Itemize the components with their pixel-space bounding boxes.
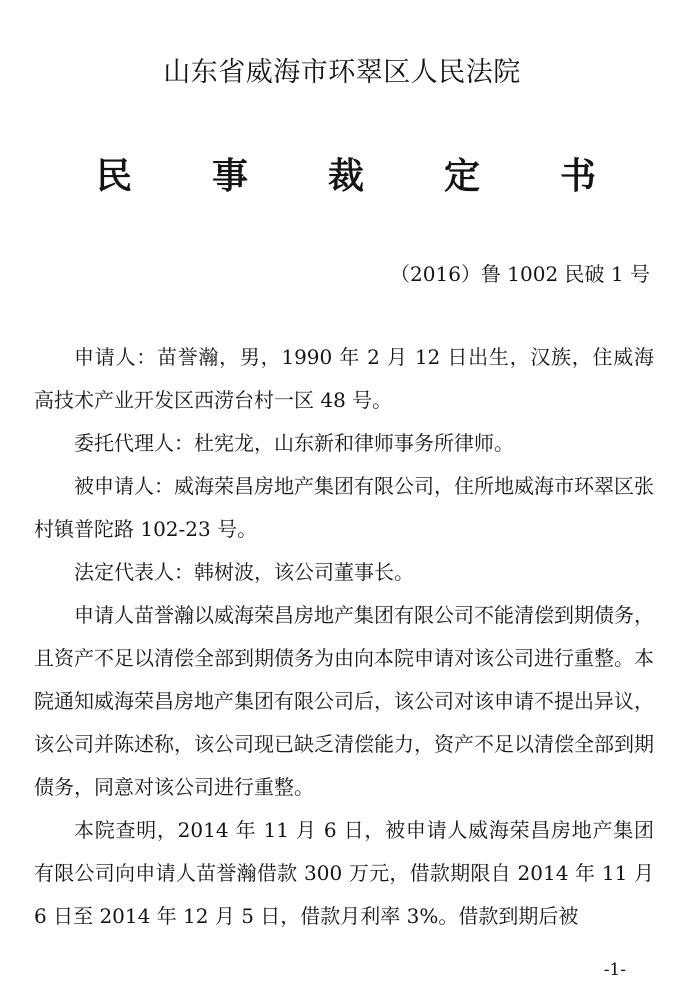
case-number: （2016）鲁 1002 民破 1 号 [390,262,650,286]
applicant-paragraph: 申请人：苗誉瀚，男，1990 年 2 月 12 日出生，汉族，住威海高技术产业开发区西涝台村一区 48 号。 [34,345,654,412]
agent-paragraph: 委托代理人：杜宪龙，山东新和律师事务所律师。 [74,431,514,455]
page-number: -1- [603,960,626,980]
document-title-char: 裁 [327,155,364,197]
court-name: 山东省威海市环翠区人民法院 [163,57,521,88]
document-body [34,336,654,938]
document-title [96,148,596,199]
document-title-char: 事 [211,155,248,197]
document-title-char: 书 [559,155,596,197]
document-title-char: 定 [443,155,480,197]
application-paragraph: 申请人苗誉瀚以威海荣昌房地产集团有限公司不能清偿到期债务，且资产不足以清偿全部到期债务为由向本院申请对该公司进行重整。本院通知威海荣昌房地产集团有限公司后，该公司对该申请不提出异议，该公司并陈述称，该公司现已缺乏清偿能力，资产不足以清偿全部到期债务，同意对该公司进行重整。 [34,603,654,799]
document-title-char: 民 [96,155,133,197]
legal-representative-paragraph: 法定代表人：韩树波，该公司董事长。 [74,560,414,584]
findings-paragraph: 本院查明，2014 年 11 月 6 日，被申请人威海荣昌房地产集团有限公司向申请人苗誉瀚借款 300 万元，借款期限自 2014 年 11 月 6 日至 2014 年 12 月 5 日，借款月利率 3%。借款到期后被 [34,818,654,928]
respondent-paragraph: 被申请人：威海荣昌房地产集团有限公司，住所地威海市环翠区张村镇普陀路 102-23 号。 [34,474,654,541]
